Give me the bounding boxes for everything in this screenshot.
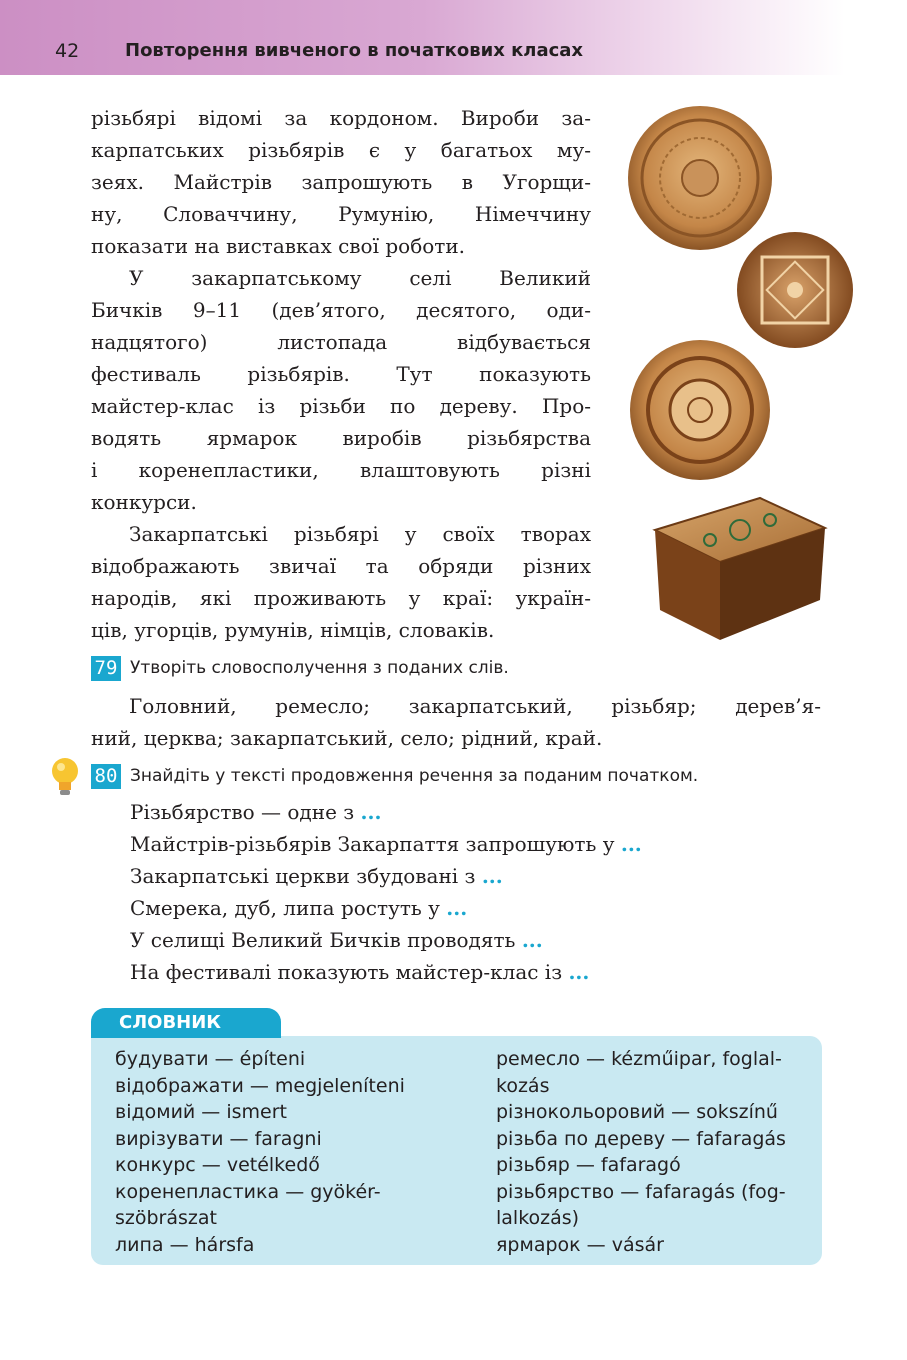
- dictionary-entry: конкурс — vetélkedő: [115, 1154, 320, 1176]
- text-line: різьбярі відомі за кордоном. Вироби за-: [91, 106, 591, 130]
- paragraph-2: [91, 262, 591, 518]
- text-line: ний, церква; закарпатський, село; рідний, край.: [91, 726, 603, 750]
- text-line: зеях. Майстрів запрошують в Угорщи-: [91, 170, 591, 194]
- text-line: фестиваль різьбярів. Тут показують: [91, 362, 591, 386]
- text-line: відображають звичаї та обряди різних: [91, 554, 591, 578]
- paragraph-1: [91, 102, 591, 262]
- text-line: і коренепластики, влаштовують різні: [91, 458, 591, 482]
- dictionary-entry: липа — hársfa: [115, 1233, 255, 1256]
- page-header: [0, 0, 845, 75]
- dictionary-entry: szöbrászat: [115, 1207, 217, 1229]
- dictionary-entry: відображати — megjeleníteni: [115, 1074, 405, 1097]
- sentence-start: Смерека, дуб, липа ростуть у ...: [130, 896, 468, 920]
- text-line: народів, які проживають у краї: україн-: [91, 586, 591, 610]
- dictionary-entry: ремесло — kézműipar, foglal-: [496, 1048, 782, 1070]
- text-line: водять ярмарок виробів різьбярства: [91, 426, 591, 450]
- dictionary-entry: відомий — ismert: [115, 1101, 287, 1123]
- page-number: 42: [55, 40, 80, 62]
- dictionary-entry: будувати — építeni: [115, 1048, 306, 1070]
- sentence-start: Закарпатські церкви збудовані з ...: [130, 864, 503, 888]
- text-line: У закарпатському селі Великий: [129, 266, 591, 290]
- dictionary-entry: коренепластика — gyökér-: [115, 1180, 381, 1203]
- text-line: конкурси.: [91, 490, 197, 514]
- dictionary-entry: різьбяр — fafaragó: [496, 1154, 681, 1176]
- text-line: Головний, ремесло; закарпатський, різьбяр; дерев’я-: [129, 694, 821, 718]
- dictionary-entry: lalkozás): [496, 1207, 580, 1229]
- sentence-start: Майстрів-різьбярів Закарпаття запрошують у ...: [130, 832, 642, 856]
- text-line: ців, угорців, румунів, німців, словаків.: [91, 618, 495, 642]
- carved-plate-small: [737, 232, 853, 348]
- text-line: Закарпатські різьбярі у своїх творах: [129, 522, 591, 546]
- lightbulb-icon: [48, 756, 82, 798]
- task-79-instruction: Утворіть словосполучення з поданих слів.: [130, 658, 509, 678]
- carved-plate-large: [628, 106, 772, 250]
- dictionary-entry: kozás: [496, 1074, 550, 1097]
- dictionary-left-column: [115, 1046, 405, 1258]
- carved-plate-medium: [630, 340, 770, 480]
- task-79-number: 79: [91, 656, 121, 681]
- wood-carving-illustration: [620, 100, 855, 645]
- task-80-instruction: Знайдіть у тексті продовження речення за поданим початком.: [130, 766, 699, 786]
- carved-box: [655, 498, 825, 640]
- text-line: майстер-клас із різьби по дереву. Про-: [91, 394, 591, 418]
- dictionary-entry: різнокольоровий — sokszínű: [496, 1101, 778, 1123]
- dictionary-entry: ярмарок — vásár: [496, 1233, 664, 1256]
- dictionary-entry: різьба по дереву — fafaragás: [496, 1127, 786, 1150]
- text-line: ну, Словаччину, Румунію, Німеччину: [91, 202, 591, 226]
- section-title: Повторення вивченого в початкових класах: [125, 40, 584, 61]
- sentence-start: У селищі Великий Бичків проводять ...: [130, 928, 543, 952]
- dictionary-right-column: [496, 1046, 786, 1258]
- text-line: надцятого) листопада відбувається: [91, 330, 591, 354]
- task-79-words: [91, 690, 821, 754]
- task-80-number: 80: [91, 764, 121, 789]
- text-line: показати на виставках свої роботи.: [91, 234, 466, 258]
- paragraph-3: [91, 518, 591, 646]
- dictionary-entry: вирізувати — faragni: [115, 1127, 322, 1150]
- dictionary-entry: різьбярство — fafaragás (fog-: [496, 1180, 786, 1203]
- sentence-start: На фестивалі показують майстер-клас із ...: [130, 960, 590, 984]
- sentence-start: Різьбярство — одне з ...: [130, 800, 382, 824]
- dictionary-title: СЛОВНИК: [91, 1008, 281, 1038]
- text-line: Бичків 9–11 (дев’ятого, десятого, оди-: [91, 298, 591, 322]
- text-line: карпатських різьбярів є у багатьох му-: [91, 138, 591, 162]
